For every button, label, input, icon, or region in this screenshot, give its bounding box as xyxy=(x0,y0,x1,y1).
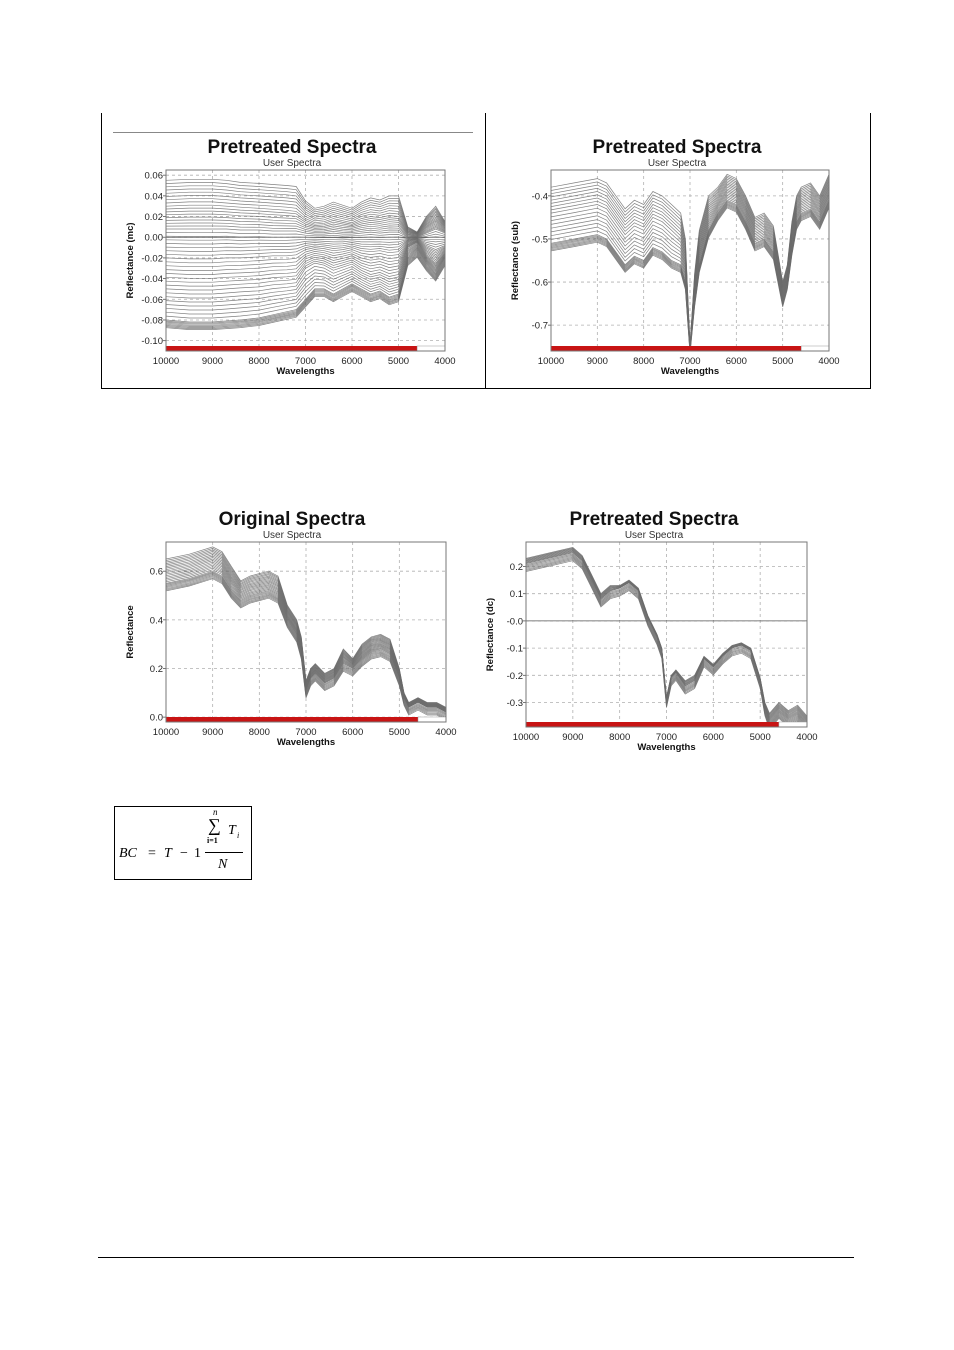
selection-range-remainder xyxy=(801,346,829,351)
formula-t: T xyxy=(164,846,172,861)
chart-title: Original Spectra xyxy=(218,509,366,530)
y-axis-label: Reflectance (dc) xyxy=(485,597,496,672)
x-axis-label: Wavelengths xyxy=(276,366,335,377)
x-tick-label: 7000 xyxy=(294,356,317,367)
chart-subtitle: User Spectra xyxy=(262,158,322,169)
chart-subtitle: User Spectra xyxy=(262,530,322,541)
y-tick-label: -0.0 xyxy=(506,616,523,628)
x-tick-label: 8000 xyxy=(248,356,270,367)
y-axis-label: Reflectance (mc) xyxy=(125,222,136,299)
y-tick-label: 0.02 xyxy=(144,212,163,224)
selection-range-bar[interactable] xyxy=(166,717,418,722)
chart-subtitle: User Spectra xyxy=(624,530,684,541)
x-tick-label: 5000 xyxy=(772,356,794,367)
x-tick-label: 8000 xyxy=(633,356,655,367)
selection-range-bar[interactable] xyxy=(526,722,779,727)
chart-original xyxy=(112,504,474,758)
formula-equals: = xyxy=(148,846,156,861)
formula-lhs: BC xyxy=(119,846,137,861)
x-axis-label: Wavelengths xyxy=(660,366,720,377)
x-tick-label: 5000 xyxy=(387,356,410,367)
y-tick-label: -0.5 xyxy=(531,234,548,246)
formula-denominator: N xyxy=(218,857,228,872)
formula-minus: − xyxy=(180,846,188,861)
x-tick-label: 10000 xyxy=(152,727,180,738)
x-tick-label: 9000 xyxy=(562,732,584,743)
x-tick-label: 9000 xyxy=(586,356,608,367)
y-tick-label: 0.0 xyxy=(149,712,163,724)
chart-title: Pretreated Spectra xyxy=(207,137,377,158)
x-tick-label: 10000 xyxy=(537,356,565,367)
x-axis-label: Wavelengths xyxy=(276,737,336,748)
selection-range-bar[interactable] xyxy=(551,346,801,351)
x-axis-label: Wavelengths xyxy=(637,742,696,753)
selection-range-bar[interactable] xyxy=(166,346,417,351)
x-tick-label: 6000 xyxy=(725,356,747,367)
x-tick-label: 8000 xyxy=(248,727,270,738)
x-tick-label: 4000 xyxy=(435,727,457,738)
y-tick-label: -0.4 xyxy=(531,191,548,203)
x-tick-label: 4000 xyxy=(818,356,840,367)
y-tick-label: 0.2 xyxy=(509,561,523,573)
y-tick-label: 0.04 xyxy=(144,191,163,203)
footer-rule xyxy=(98,1257,854,1258)
top-figure-divider xyxy=(485,113,486,389)
x-tick-label: 5000 xyxy=(388,727,410,738)
formula-fraction-bar xyxy=(205,852,243,853)
baseline-correction-formula xyxy=(114,806,252,880)
chart-title: Pretreated Spectra xyxy=(569,509,739,530)
formula-sigma: ∑ xyxy=(208,815,221,835)
y-axis-label: Reflectance xyxy=(125,605,136,659)
chart-svg xyxy=(110,132,482,384)
x-tick-label: 10000 xyxy=(152,356,180,367)
formula-one: 1 xyxy=(194,846,201,861)
x-tick-label: 4000 xyxy=(796,732,818,743)
chart-pretreated-sub xyxy=(495,132,860,384)
y-tick-label: 0.2 xyxy=(149,663,163,675)
y-tick-label: -0.10 xyxy=(141,336,163,348)
y-tick-label: -0.2 xyxy=(506,670,523,682)
chart-svg xyxy=(112,504,474,758)
x-tick-label: 9000 xyxy=(201,356,224,367)
y-tick-label: -0.08 xyxy=(141,315,163,327)
y-tick-label: -0.1 xyxy=(506,643,523,655)
formula-summand-sub: i xyxy=(237,831,240,840)
y-tick-label: 0.4 xyxy=(149,615,163,627)
chart-svg xyxy=(495,132,860,384)
x-tick-label: 7000 xyxy=(679,356,701,367)
y-axis-label: Reflectance (sub) xyxy=(510,220,521,301)
chart-title: Pretreated Spectra xyxy=(592,137,762,158)
y-tick-label: -0.04 xyxy=(141,274,163,286)
y-tick-label: 0.1 xyxy=(509,589,523,601)
x-tick-label: 8000 xyxy=(609,732,631,743)
formula-sum-lower: i=1 xyxy=(207,836,218,845)
selection-range-remainder xyxy=(418,717,446,722)
x-tick-label: 6000 xyxy=(341,356,363,367)
chart-subtitle: User Spectra xyxy=(647,158,707,169)
selection-range-remainder xyxy=(417,346,445,351)
x-tick-label: 7000 xyxy=(655,732,678,743)
y-tick-label: -0.06 xyxy=(141,294,163,306)
chart-svg xyxy=(478,504,818,762)
x-tick-label: 6000 xyxy=(342,727,364,738)
formula-summand: T xyxy=(228,823,236,838)
x-tick-label: 5000 xyxy=(749,732,771,743)
x-tick-label: 9000 xyxy=(202,727,224,738)
x-tick-label: 10000 xyxy=(512,732,540,743)
y-tick-label: 0.06 xyxy=(144,170,163,182)
y-tick-label: -0.6 xyxy=(531,277,548,289)
chart-pretreated-mc xyxy=(110,132,482,384)
y-tick-label: -0.02 xyxy=(141,253,163,265)
y-tick-label: -0.3 xyxy=(506,698,523,710)
chart-pretreated-dc xyxy=(478,504,818,762)
x-tick-label: 7000 xyxy=(295,727,317,738)
y-tick-label: -0.7 xyxy=(531,320,548,332)
selection-range-remainder xyxy=(779,722,807,727)
formula-sum-upper: n xyxy=(213,807,218,817)
y-tick-label: 0.6 xyxy=(149,566,163,578)
x-tick-label: 6000 xyxy=(702,732,724,743)
x-tick-label: 4000 xyxy=(434,356,456,367)
y-tick-label: 0.00 xyxy=(144,232,163,244)
